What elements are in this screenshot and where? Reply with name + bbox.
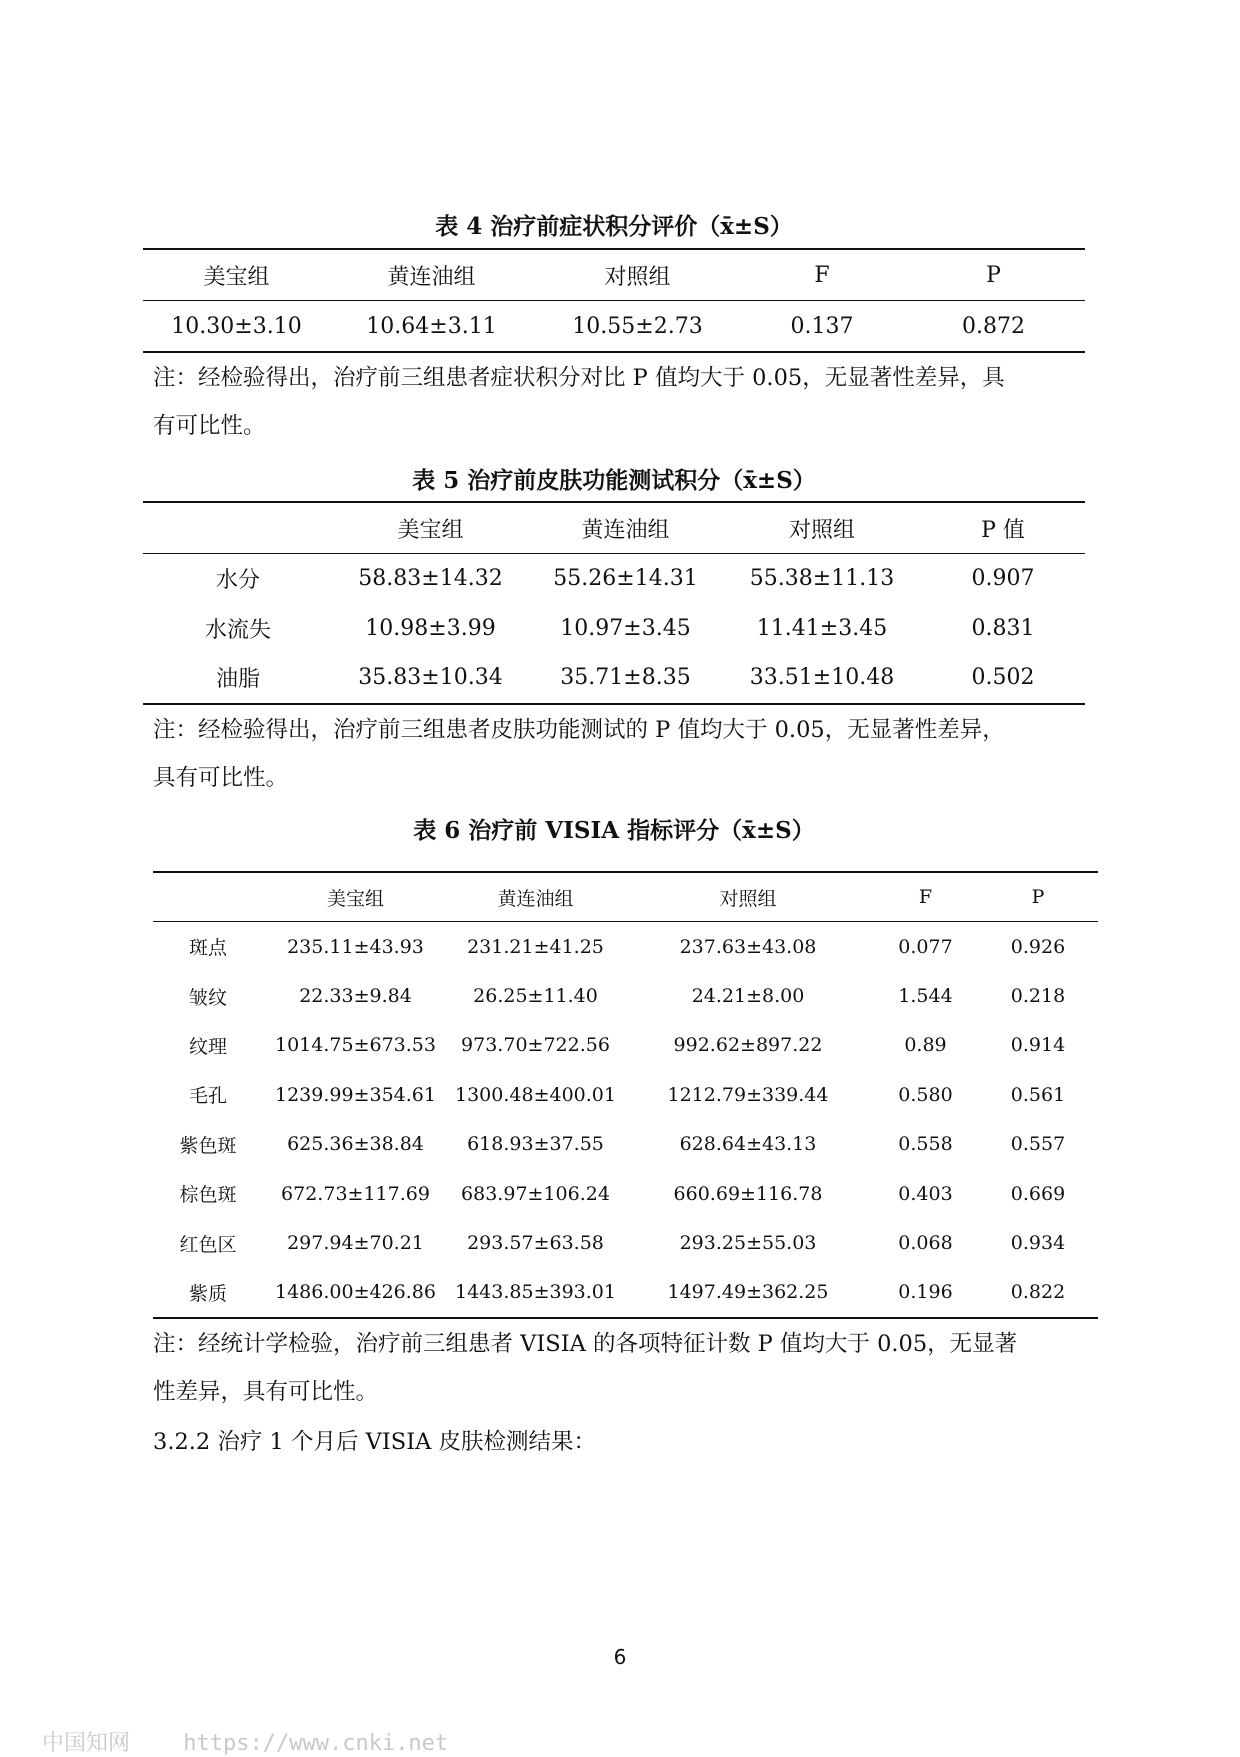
table4-header-row: [143, 249, 1085, 301]
table5-cell: 35.71±8.35: [560, 665, 691, 691]
table6-cell: 0.218: [1010, 985, 1066, 1008]
table-row: [153, 1120, 1098, 1169]
table6-cell: 24.21±8.00: [691, 985, 805, 1008]
table6-cell: 628.64±43.13: [679, 1133, 817, 1156]
table5: [143, 501, 1085, 705]
table4-cell: 0.137: [790, 313, 854, 339]
table6-cell: 992.62±897.22: [673, 1034, 823, 1057]
table5-cell: 10.98±3.99: [365, 615, 496, 641]
table6-cell: 293.57±63.58: [467, 1232, 604, 1255]
watermark-url: https://www.cnki.net: [183, 1731, 449, 1756]
table6-cell: 22.33±9.84: [299, 985, 412, 1008]
table5-header-cell: [143, 502, 333, 554]
table5-row-label: 水分: [215, 568, 260, 594]
table6-row-label: 毛孔: [188, 1085, 227, 1108]
table5-cell: 10.97±3.45: [560, 615, 691, 641]
table6-cell: 0.558: [898, 1133, 953, 1156]
table6-cell: 293.25±55.03: [679, 1232, 817, 1255]
watermark-logo-text: 中国知网: [42, 1731, 131, 1756]
table5-cell: 55.26±14.31: [553, 566, 698, 592]
table6-cell: 1.544: [898, 985, 953, 1008]
table5-cell: 55.38±11.13: [749, 566, 895, 592]
table6-cell: 1212.79±339.44: [667, 1083, 829, 1106]
table6-cell: 1497.49±362.25: [667, 1281, 829, 1304]
table6-cell: 683.97±106.24: [461, 1182, 610, 1205]
table-row: [143, 604, 1085, 654]
table6-cell: 0.934: [1010, 1232, 1066, 1255]
table5-header-cell: 对照组: [723, 502, 921, 554]
table4-note: [153, 354, 1093, 450]
table6-cell: 26.25±11.40: [473, 985, 598, 1008]
table5-cell: 11.41±3.45: [756, 615, 888, 641]
table6-header-cell: 对照组: [623, 872, 873, 922]
table6-cell: 660.69±116.78: [673, 1182, 823, 1205]
table-row: [143, 653, 1085, 704]
table5-cell: 35.83±10.34: [358, 665, 503, 691]
note-line: 具有可比性。: [153, 765, 289, 791]
table-row: [143, 554, 1085, 604]
note-line: 有可比性。: [153, 413, 266, 439]
table5-cell: 0.502: [971, 665, 1035, 691]
table6-note: [153, 1320, 1093, 1416]
table6-cell: 0.557: [1010, 1133, 1066, 1156]
page-number: 6: [613, 1645, 627, 1669]
table6-row-label: 红色区: [179, 1233, 237, 1256]
table6-cell: 0.822: [1010, 1281, 1066, 1304]
note-line: 注：经检验得出，治疗前三组患者症状积分对比 P 值均大于 0.05，无显著性差异，具: [153, 365, 1005, 391]
table-row: [153, 971, 1098, 1020]
table6-cell: 231.21±41.25: [467, 935, 604, 958]
table6-header-cell: P: [978, 872, 1098, 922]
table6-header-cell: F: [873, 872, 978, 922]
table4-cell: 10.55±2.73: [572, 313, 703, 339]
table6-header-cell: [153, 872, 263, 922]
table6-cell: 0.926: [1010, 935, 1066, 958]
table4-cell: 10.64±3.11: [366, 313, 497, 339]
table6-cell: 1014.75±673.53: [275, 1034, 436, 1057]
table6-cell: 625.36±38.84: [287, 1133, 424, 1156]
table-row: [153, 1021, 1098, 1070]
table-row: [153, 1070, 1098, 1119]
table4-header-cell: 黄连油组: [330, 249, 533, 301]
table5-row-label: 水流失: [204, 617, 271, 643]
table6-cell: 0.561: [1010, 1083, 1066, 1106]
table6-row-label: 紫质: [188, 1282, 227, 1305]
table6-cell: 1486.00±426.86: [275, 1281, 436, 1304]
table5-header-cell: 美宝组: [333, 502, 528, 554]
note-line: 注：经统计学检验，治疗前三组患者 VISIA 的各项特征计数 P 值均大于 0.05，无显著: [153, 1331, 1018, 1357]
table6-cell: 0.669: [1010, 1182, 1066, 1205]
table4-header-cell: 美宝组: [143, 249, 330, 301]
table6-cell: 0.914: [1010, 1034, 1066, 1057]
table6-row-label: 棕色斑: [179, 1184, 237, 1207]
table4-header-cell: F: [742, 249, 902, 301]
table4-cell: 10.30±3.10: [171, 313, 302, 339]
note-line: 性差异，具有可比性。: [153, 1379, 379, 1405]
table5-row-label: 油脂: [215, 667, 260, 693]
table6-row-label: 斑点: [188, 937, 227, 960]
table5-header-row: [143, 502, 1085, 554]
table6: [153, 871, 1098, 1319]
table6-cell: 1443.85±393.01: [455, 1281, 616, 1304]
table5-cell: 0.907: [971, 566, 1035, 592]
table5-cell: 33.51±10.48: [749, 665, 895, 691]
table6-cell: 1300.48±400.01: [455, 1083, 616, 1106]
table4-caption: 表 4 治疗前症状积分评价（x̄±S）: [435, 213, 793, 240]
table5-header-cell: 黄连油组: [528, 502, 723, 554]
table4-header-cell: P: [902, 249, 1085, 301]
cnki-watermark: [42, 1726, 448, 1757]
table6-row-label: 紫色斑: [179, 1134, 237, 1157]
table-row: [153, 1169, 1098, 1218]
table4-header-cell: 对照组: [533, 249, 742, 301]
table4-cell: 0.872: [962, 313, 1025, 339]
table-row: [153, 1218, 1098, 1267]
table6-cell: 973.70±722.56: [461, 1034, 610, 1057]
table6-cell: 672.73±117.69: [281, 1182, 430, 1205]
table6-header-cell: 美宝组: [263, 872, 448, 922]
table5-caption: 表 5 治疗前皮肤功能测试积分（x̄±S）: [412, 467, 816, 494]
table5-cell: 0.831: [971, 615, 1035, 641]
table5-cell: 58.83±14.32: [358, 566, 503, 592]
table6-row-label: 纹理: [188, 1035, 227, 1058]
table6-cell: 0.068: [898, 1232, 953, 1255]
note-line: 注：经检验得出，治疗前三组患者皮肤功能测试的 P 值均大于 0.05，无显著性差异，: [153, 717, 1005, 743]
table6-cell: 618.93±37.55: [467, 1133, 604, 1156]
table6-caption: 表 6 治疗前 VISIA 指标评分（x̄±S）: [413, 817, 815, 844]
table6-cell: 297.94±70.21: [287, 1232, 424, 1255]
table6-header-row: [153, 872, 1098, 922]
table4: [143, 248, 1085, 353]
table5-note: [153, 706, 1093, 802]
table-row: [153, 1268, 1098, 1318]
table6-cell: 235.11±43.93: [287, 935, 424, 958]
table6-cell: 0.580: [898, 1083, 953, 1106]
table6-header-cell: 黄连油组: [448, 872, 623, 922]
table-row: [153, 922, 1098, 972]
table6-cell: 0.196: [898, 1281, 953, 1304]
table6-cell: 1239.99±354.61: [275, 1083, 436, 1106]
section-heading: 3.2.2 治疗 1 个月后 VISIA 皮肤检测结果：: [153, 1429, 597, 1455]
table6-cell: 0.403: [898, 1182, 953, 1205]
table6-cell: 0.89: [904, 1034, 947, 1057]
table-row: [143, 301, 1085, 353]
table6-row-label: 皱纹: [188, 986, 227, 1009]
table6-cell: 0.077: [898, 935, 953, 958]
table5-header-cell: P 值: [921, 502, 1085, 554]
table6-cell: 237.63±43.08: [679, 935, 817, 958]
